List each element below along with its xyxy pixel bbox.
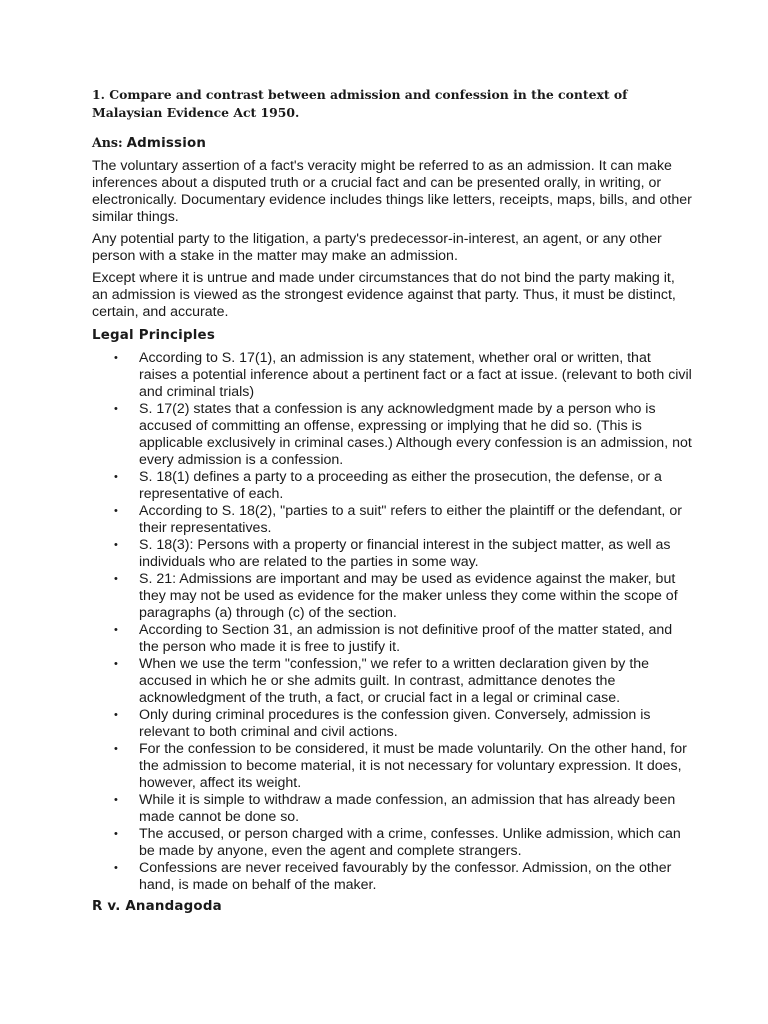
- bullet-icon: •: [114, 794, 118, 806]
- legal-principles-heading: Legal Principles: [92, 328, 215, 343]
- bullet-icon: •: [114, 352, 118, 364]
- list-item-text: When we use the term "confession," we refer to a written declaration given by the accused in which he or she admits guilt. In contrast, admittance denotes the acknowledgment of the truth, a fact, or crucial fact in a legal or criminal case.: [139, 656, 650, 706]
- bullet-icon: •: [114, 539, 118, 551]
- admission-heading: Admission: [126, 136, 207, 151]
- list-item: [92, 792, 692, 826]
- question-heading: 1. Compare and contrast between admission and confession in the context of Malaysian Evidence Act 1950.: [92, 87, 628, 120]
- document-page: [92, 86, 692, 917]
- list-item-text: S. 18(1) defines a party to a proceeding as either the prosecution, the defense, or a representative of each.: [139, 469, 662, 502]
- list-item: [92, 707, 692, 741]
- bullet-icon: •: [114, 624, 118, 636]
- bullet-icon: •: [114, 505, 118, 517]
- list-item-text: While it is simple to withdraw a made confession, an admission that has already been made cannot be done so.: [139, 792, 676, 825]
- paragraph-who-may-admit: Any potential party to the litigation, a party's predecessor-in-interest, an agent, or any other person with a stake in the matter may make an admission.: [92, 231, 662, 264]
- list-item-text: According to Section 31, an admission is not definitive proof of the matter stated, and the person who made it is free to justify it.: [139, 622, 673, 655]
- list-item: [92, 741, 692, 792]
- bullet-icon: •: [114, 471, 118, 483]
- bullet-icon: •: [114, 658, 118, 670]
- answer-prefix: Ans:: [92, 135, 123, 150]
- list-item: [92, 622, 692, 656]
- list-item-text: Confessions are never received favourably by the confessor. Admission, on the other hand, is made on behalf of the maker.: [139, 860, 672, 893]
- bullet-icon: •: [114, 828, 118, 840]
- bullet-icon: •: [114, 862, 118, 874]
- list-item-text: S. 18(3): Persons with a property or financial interest in the subject matter, as well as individuals who are related to the parties in some way.: [139, 537, 671, 570]
- bullet-icon: •: [114, 573, 118, 585]
- list-item-text: For the confession to be considered, it must be made voluntarily. On the other hand, for the admission to become material, it is not necessary for voluntary expression. It does, however, affect its weight.: [139, 741, 687, 791]
- list-item: [92, 401, 692, 469]
- list-item-text: S. 17(2) states that a confession is any acknowledgment made by a person who is accused of committing an offense, expressing or implying that he did so. (This is applicable exclusively in criminal cases.) Although every confession is an admission, not every admission is a confession.: [139, 401, 692, 468]
- bullet-icon: •: [114, 403, 118, 415]
- paragraph-strongest-evidence: Except where it is untrue and made under circumstances that do not bind the party making it, an admission is viewed as the strongest evidence against that party. Thus, it must be distinct, certain, and accurate.: [92, 270, 676, 320]
- list-item: [92, 350, 692, 401]
- case-heading: R v. Anandagoda: [92, 899, 222, 914]
- list-item-text: According to S. 17(1), an admission is any statement, whether oral or written, that raises a potential inference about a pertinent fact or a fact at issue. (relevant to both civil and criminal trials): [139, 350, 692, 400]
- list-item: [92, 503, 692, 537]
- list-item-text: S. 21: Admissions are important and may be used as evidence against the maker, but they may not be used as evidence for the maker unless they come within the scope of paragraphs (a) through (c) of the section.: [139, 571, 678, 621]
- list-item-text: Only during criminal procedures is the confession given. Conversely, admission is relevant to both criminal and civil actions.: [139, 707, 651, 740]
- answer-line: [92, 132, 692, 154]
- paragraph-definition: The voluntary assertion of a fact's veracity might be referred to as an admission. It can make inferences about a disputed truth or a crucial fact and can be presented orally, in writing, or electronically. Documentary evidence includes things like letters, receipts, maps, bills, and other similar things.: [92, 158, 692, 225]
- legal-principles-list: [92, 350, 692, 894]
- list-item: [92, 571, 692, 622]
- bullet-icon: •: [114, 709, 118, 721]
- list-item: [92, 826, 692, 860]
- list-item: [92, 860, 692, 894]
- list-item: [92, 469, 692, 503]
- list-item-text: The accused, or person charged with a crime, confesses. Unlike admission, which can be made by anyone, even the agent and complete strangers.: [139, 826, 681, 859]
- list-item: [92, 656, 692, 707]
- bullet-icon: •: [114, 743, 118, 755]
- list-item-text: According to S. 18(2), "parties to a suit" refers to either the plaintiff or the defendant, or their representatives.: [139, 503, 682, 536]
- list-item: [92, 537, 692, 571]
